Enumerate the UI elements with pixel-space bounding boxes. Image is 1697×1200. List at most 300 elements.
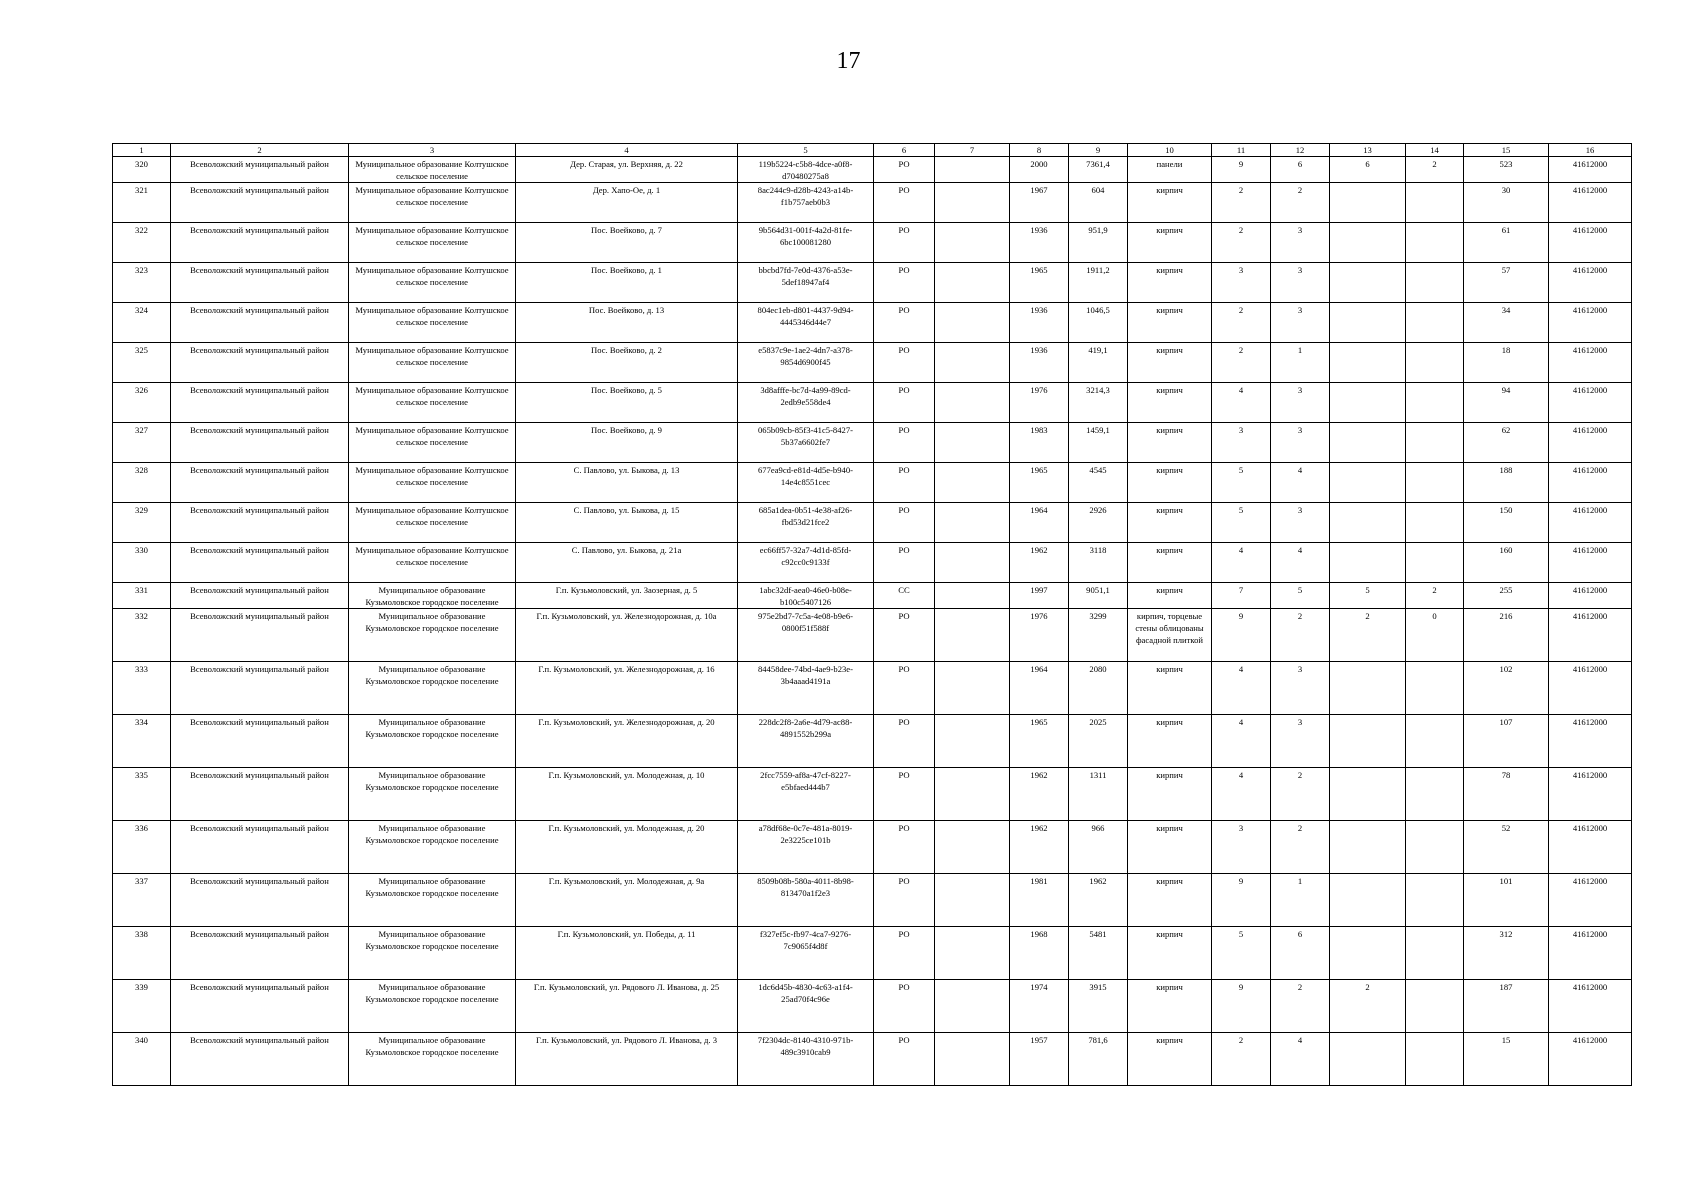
municipality-cell: Муниципальное образование Колтушское сельское поселение xyxy=(349,263,516,303)
row-number: 339 xyxy=(113,980,171,1033)
year-cell: 1983 xyxy=(1010,423,1069,463)
floors-cell: 3 xyxy=(1212,423,1271,463)
col14-cell xyxy=(1406,662,1464,715)
guid-cell: 975e2bd7-7c5a-4e08-b9e6-0800f51f588f xyxy=(738,609,874,662)
col13-cell xyxy=(1330,183,1406,223)
address-cell: Пос. Воейково, д. 9 xyxy=(516,423,738,463)
address-cell: Пос. Воейково, д. 2 xyxy=(516,343,738,383)
table-row xyxy=(113,768,1632,821)
year-cell: 1936 xyxy=(1010,223,1069,263)
floors-cell: 9 xyxy=(1212,609,1271,662)
status-cell: РО xyxy=(874,927,935,980)
guid-cell: 065b09cb-85f3-41c5-8427-5b37a6602fe7 xyxy=(738,423,874,463)
area-cell: 2080 xyxy=(1069,662,1128,715)
guid-cell: 8509b08b-580a-4011-8b98-813470a1f2e3 xyxy=(738,874,874,927)
col15-cell: 107 xyxy=(1464,715,1549,768)
district-cell: Всеволожский муниципальный район xyxy=(171,463,349,503)
col14-cell xyxy=(1406,183,1464,223)
wall-material-cell: кирпич xyxy=(1128,503,1212,543)
col14-cell xyxy=(1406,423,1464,463)
col14-cell xyxy=(1406,980,1464,1033)
area-cell: 2926 xyxy=(1069,503,1128,543)
table-row xyxy=(113,157,1632,183)
year-cell: 1965 xyxy=(1010,263,1069,303)
row-number: 320 xyxy=(113,157,171,183)
area-cell: 604 xyxy=(1069,183,1128,223)
guid-cell: f327ef5c-fb97-4ca7-9276-7c9065f4d8f xyxy=(738,927,874,980)
area-cell: 7361,4 xyxy=(1069,157,1128,183)
column-header: 12 xyxy=(1271,144,1330,157)
wall-material-cell: кирпич xyxy=(1128,463,1212,503)
year-cell: 1981 xyxy=(1010,874,1069,927)
col12-cell: 3 xyxy=(1271,303,1330,343)
col14-cell xyxy=(1406,263,1464,303)
col12-cell: 2 xyxy=(1271,980,1330,1033)
col14-cell xyxy=(1406,223,1464,263)
year-cell: 1976 xyxy=(1010,383,1069,423)
status-cell: РО xyxy=(874,223,935,263)
year-cell: 1962 xyxy=(1010,768,1069,821)
row-number: 333 xyxy=(113,662,171,715)
address-cell: Пос. Воейково, д. 13 xyxy=(516,303,738,343)
col12-cell: 3 xyxy=(1271,383,1330,423)
oktmo-cell: 41612000 xyxy=(1549,768,1632,821)
year-cell: 1964 xyxy=(1010,662,1069,715)
table-row xyxy=(113,343,1632,383)
row-number: 322 xyxy=(113,223,171,263)
row-number: 323 xyxy=(113,263,171,303)
col14-cell xyxy=(1406,343,1464,383)
col15-cell: 312 xyxy=(1464,927,1549,980)
wall-material-cell: кирпич xyxy=(1128,543,1212,583)
oktmo-cell: 41612000 xyxy=(1549,223,1632,263)
address-cell: Г.п. Кузьмоловский, ул. Молодежная, д. 20 xyxy=(516,821,738,874)
district-cell: Всеволожский муниципальный район xyxy=(171,1033,349,1086)
col12-cell: 3 xyxy=(1271,715,1330,768)
col12-cell: 3 xyxy=(1271,263,1330,303)
municipality-cell: Муниципальное образование Колтушское сельское поселение xyxy=(349,343,516,383)
col14-cell xyxy=(1406,383,1464,423)
status-cell: РО xyxy=(874,874,935,927)
col7-cell xyxy=(935,383,1010,423)
table-row xyxy=(113,715,1632,768)
guid-cell: 119b5224-c5b8-4dce-a0f8-d70480275a8 xyxy=(738,157,874,183)
address-cell: Пос. Воейково, д. 1 xyxy=(516,263,738,303)
oktmo-cell: 41612000 xyxy=(1549,821,1632,874)
status-cell: РО xyxy=(874,157,935,183)
wall-material-cell: кирпич xyxy=(1128,927,1212,980)
address-cell: Дер. Старая, ул. Верхняя, д. 22 xyxy=(516,157,738,183)
col15-cell: 187 xyxy=(1464,980,1549,1033)
col13-cell xyxy=(1330,383,1406,423)
area-cell: 1962 xyxy=(1069,874,1128,927)
municipality-cell: Муниципальное образование Кузьмоловское городское поселение xyxy=(349,609,516,662)
oktmo-cell: 41612000 xyxy=(1549,183,1632,223)
col15-cell: 52 xyxy=(1464,821,1549,874)
municipality-cell: Муниципальное образование Колтушское сельское поселение xyxy=(349,383,516,423)
col7-cell xyxy=(935,463,1010,503)
year-cell: 1965 xyxy=(1010,715,1069,768)
year-cell: 1968 xyxy=(1010,927,1069,980)
area-cell: 9051,1 xyxy=(1069,583,1128,609)
col15-cell: 216 xyxy=(1464,609,1549,662)
col13-cell xyxy=(1330,303,1406,343)
area-cell: 2025 xyxy=(1069,715,1128,768)
floors-cell: 4 xyxy=(1212,543,1271,583)
status-cell: РО xyxy=(874,821,935,874)
col15-cell: 57 xyxy=(1464,263,1549,303)
col13-cell xyxy=(1330,263,1406,303)
district-cell: Всеволожский муниципальный район xyxy=(171,183,349,223)
table-row xyxy=(113,662,1632,715)
col12-cell: 1 xyxy=(1271,343,1330,383)
col12-cell: 2 xyxy=(1271,183,1330,223)
col14-cell xyxy=(1406,543,1464,583)
page-number: 17 xyxy=(836,48,861,74)
row-number: 326 xyxy=(113,383,171,423)
table-row xyxy=(113,223,1632,263)
floors-cell: 2 xyxy=(1212,223,1271,263)
column-header: 14 xyxy=(1406,144,1464,157)
col13-cell xyxy=(1330,343,1406,383)
column-header: 7 xyxy=(935,144,1010,157)
column-header: 1 xyxy=(113,144,171,157)
col7-cell xyxy=(935,503,1010,543)
table-row xyxy=(113,423,1632,463)
floors-cell: 5 xyxy=(1212,927,1271,980)
col15-cell: 15 xyxy=(1464,1033,1549,1086)
municipality-cell: Муниципальное образование Кузьмоловское городское поселение xyxy=(349,768,516,821)
district-cell: Всеволожский муниципальный район xyxy=(171,263,349,303)
district-cell: Всеволожский муниципальный район xyxy=(171,874,349,927)
table-row xyxy=(113,583,1632,609)
col12-cell: 3 xyxy=(1271,503,1330,543)
municipality-cell: Муниципальное образование Кузьмоловское городское поселение xyxy=(349,927,516,980)
guid-cell: a78df68e-0c7e-481a-8019-2e3225ce101b xyxy=(738,821,874,874)
row-number: 329 xyxy=(113,503,171,543)
row-number: 335 xyxy=(113,768,171,821)
area-cell: 419,1 xyxy=(1069,343,1128,383)
area-cell: 1311 xyxy=(1069,768,1128,821)
address-cell: Г.п. Кузьмоловский, ул. Железнодорожная, д. 16 xyxy=(516,662,738,715)
col13-cell xyxy=(1330,503,1406,543)
municipality-cell: Муниципальное образование Колтушское сельское поселение xyxy=(349,503,516,543)
guid-cell: e5837c9e-1ae2-4dn7-a378-9854d6900f45 xyxy=(738,343,874,383)
col13-cell xyxy=(1330,768,1406,821)
status-cell: РО xyxy=(874,423,935,463)
col15-cell: 62 xyxy=(1464,423,1549,463)
floors-cell: 7 xyxy=(1212,583,1271,609)
district-cell: Всеволожский муниципальный район xyxy=(171,383,349,423)
district-cell: Всеволожский муниципальный район xyxy=(171,609,349,662)
guid-cell: 228dc2f8-2a6e-4d79-ac88-4891552b299a xyxy=(738,715,874,768)
column-header: 11 xyxy=(1212,144,1271,157)
col14-cell: 0 xyxy=(1406,609,1464,662)
address-cell: Г.п. Кузьмоловский, ул. Молодежная, д. 10 xyxy=(516,768,738,821)
col12-cell: 3 xyxy=(1271,423,1330,463)
year-cell: 1976 xyxy=(1010,609,1069,662)
col12-cell: 4 xyxy=(1271,463,1330,503)
guid-cell: 84458dee-74bd-4ae9-b23e-3b4aaad4191a xyxy=(738,662,874,715)
year-cell: 1964 xyxy=(1010,503,1069,543)
table-row xyxy=(113,927,1632,980)
col13-cell: 5 xyxy=(1330,583,1406,609)
col13-cell: 2 xyxy=(1330,980,1406,1033)
municipality-cell: Муниципальное образование Колтушское сельское поселение xyxy=(349,423,516,463)
municipality-cell: Муниципальное образование Колтушское сельское поселение xyxy=(349,183,516,223)
year-cell: 1974 xyxy=(1010,980,1069,1033)
year-cell: 2000 xyxy=(1010,157,1069,183)
district-cell: Всеволожский муниципальный район xyxy=(171,980,349,1033)
address-cell: Г.п. Кузьмоловский, ул. Молодежная, д. 9а xyxy=(516,874,738,927)
floors-cell: 9 xyxy=(1212,157,1271,183)
area-cell: 951,9 xyxy=(1069,223,1128,263)
wall-material-cell: кирпич xyxy=(1128,662,1212,715)
area-cell: 3118 xyxy=(1069,543,1128,583)
col7-cell xyxy=(935,821,1010,874)
oktmo-cell: 41612000 xyxy=(1549,543,1632,583)
area-cell: 1911,2 xyxy=(1069,263,1128,303)
col15-cell: 102 xyxy=(1464,662,1549,715)
municipality-cell: Муниципальное образование Колтушское сельское поселение xyxy=(349,303,516,343)
row-number: 327 xyxy=(113,423,171,463)
col7-cell xyxy=(935,874,1010,927)
oktmo-cell: 41612000 xyxy=(1549,463,1632,503)
guid-cell: bbcbd7fd-7e0d-4376-a53e-5def18947af4 xyxy=(738,263,874,303)
oktmo-cell: 41612000 xyxy=(1549,383,1632,423)
district-cell: Всеволожский муниципальный район xyxy=(171,303,349,343)
column-header: 13 xyxy=(1330,144,1406,157)
wall-material-cell: кирпич xyxy=(1128,821,1212,874)
address-cell: Г.п. Кузьмоловский, ул. Рядового Л. Иванова, д. 3 xyxy=(516,1033,738,1086)
col15-cell: 188 xyxy=(1464,463,1549,503)
floors-cell: 2 xyxy=(1212,343,1271,383)
column-header: 6 xyxy=(874,144,935,157)
status-cell: РО xyxy=(874,383,935,423)
status-cell: РО xyxy=(874,662,935,715)
col12-cell: 3 xyxy=(1271,662,1330,715)
municipality-cell: Муниципальное образование Колтушское сельское поселение xyxy=(349,223,516,263)
col13-cell xyxy=(1330,223,1406,263)
status-cell: РО xyxy=(874,503,935,543)
col7-cell xyxy=(935,662,1010,715)
address-cell: Г.п. Кузьмоловский, ул. Победы, д. 11 xyxy=(516,927,738,980)
address-cell: Г.п. Кузьмоловский, ул. Заозерная, д. 5 xyxy=(516,583,738,609)
area-cell: 1459,1 xyxy=(1069,423,1128,463)
oktmo-cell: 41612000 xyxy=(1549,715,1632,768)
oktmo-cell: 41612000 xyxy=(1549,157,1632,183)
row-number: 337 xyxy=(113,874,171,927)
municipality-cell: Муниципальное образование Кузьмоловское городское поселение xyxy=(349,662,516,715)
address-cell: С. Павлово, ул. Быкова, д. 15 xyxy=(516,503,738,543)
floors-cell: 3 xyxy=(1212,263,1271,303)
col12-cell: 6 xyxy=(1271,927,1330,980)
status-cell: РО xyxy=(874,609,935,662)
district-cell: Всеволожский муниципальный район xyxy=(171,662,349,715)
housing-register-table xyxy=(112,143,1632,1086)
year-cell: 1936 xyxy=(1010,343,1069,383)
col13-cell: 2 xyxy=(1330,609,1406,662)
guid-cell: 9b564d31-001f-4a2d-81fe-6bc100081280 xyxy=(738,223,874,263)
municipality-cell: Муниципальное образование Кузьмоловское городское поселение xyxy=(349,821,516,874)
address-cell: Г.п. Кузьмоловский, ул. Железнодорожная, д. 20 xyxy=(516,715,738,768)
guid-cell: 1abc32df-aea0-46e0-b08e-b100c5407126 xyxy=(738,583,874,609)
year-cell: 1962 xyxy=(1010,543,1069,583)
table-row xyxy=(113,1033,1632,1086)
column-header: 10 xyxy=(1128,144,1212,157)
address-cell: С. Павлово, ул. Быкова, д. 21а xyxy=(516,543,738,583)
col14-cell: 2 xyxy=(1406,583,1464,609)
guid-cell: 8ac244c9-d28b-4243-a14b-f1b757aeb0b3 xyxy=(738,183,874,223)
district-cell: Всеволожский муниципальный район xyxy=(171,423,349,463)
guid-cell: 2fcc7559-af8a-47cf-8227-e5bfaed444b7 xyxy=(738,768,874,821)
floors-cell: 2 xyxy=(1212,1033,1271,1086)
district-cell: Всеволожский муниципальный район xyxy=(171,715,349,768)
col15-cell: 101 xyxy=(1464,874,1549,927)
row-number: 334 xyxy=(113,715,171,768)
col7-cell xyxy=(935,609,1010,662)
guid-cell: ec66ff57-32a7-4d1d-85fd-c92cc0c9133f xyxy=(738,543,874,583)
oktmo-cell: 41612000 xyxy=(1549,263,1632,303)
floors-cell: 5 xyxy=(1212,503,1271,543)
col7-cell xyxy=(935,927,1010,980)
col7-cell xyxy=(935,583,1010,609)
guid-cell: 677ea9cd-e81d-4d5e-b940-14e4c8551cec xyxy=(738,463,874,503)
col7-cell xyxy=(935,768,1010,821)
table-row xyxy=(113,503,1632,543)
floors-cell: 3 xyxy=(1212,821,1271,874)
area-cell: 4545 xyxy=(1069,463,1128,503)
row-number: 324 xyxy=(113,303,171,343)
col7-cell xyxy=(935,1033,1010,1086)
col12-cell: 2 xyxy=(1271,821,1330,874)
address-cell: Г.п. Кузьмоловский, ул. Железнодорожная, д. 10а xyxy=(516,609,738,662)
municipality-cell: Муниципальное образование Колтушское сельское поселение xyxy=(349,463,516,503)
table-row xyxy=(113,463,1632,503)
status-cell: РО xyxy=(874,768,935,821)
col14-cell: 2 xyxy=(1406,157,1464,183)
col14-cell xyxy=(1406,1033,1464,1086)
address-cell: Пос. Воейково, д. 7 xyxy=(516,223,738,263)
status-cell: РО xyxy=(874,980,935,1033)
col14-cell xyxy=(1406,927,1464,980)
district-cell: Всеволожский муниципальный район xyxy=(171,223,349,263)
area-cell: 781,6 xyxy=(1069,1033,1128,1086)
year-cell: 1936 xyxy=(1010,303,1069,343)
address-cell: Пос. Воейково, д. 5 xyxy=(516,383,738,423)
col7-cell xyxy=(935,183,1010,223)
col14-cell xyxy=(1406,463,1464,503)
wall-material-cell: кирпич xyxy=(1128,343,1212,383)
year-cell: 1997 xyxy=(1010,583,1069,609)
table-row xyxy=(113,980,1632,1033)
col7-cell xyxy=(935,303,1010,343)
wall-material-cell: кирпич xyxy=(1128,423,1212,463)
oktmo-cell: 41612000 xyxy=(1549,503,1632,543)
row-number: 338 xyxy=(113,927,171,980)
col7-cell xyxy=(935,543,1010,583)
col14-cell xyxy=(1406,768,1464,821)
municipality-cell: Муниципальное образование Кузьмоловское городское поселение xyxy=(349,583,516,609)
municipality-cell: Муниципальное образование Кузьмоловское городское поселение xyxy=(349,1033,516,1086)
floors-cell: 2 xyxy=(1212,183,1271,223)
district-cell: Всеволожский муниципальный район xyxy=(171,543,349,583)
address-cell: Г.п. Кузьмоловский, ул. Рядового Л. Иванова, д. 25 xyxy=(516,980,738,1033)
status-cell: РО xyxy=(874,715,935,768)
district-cell: Всеволожский муниципальный район xyxy=(171,821,349,874)
col7-cell xyxy=(935,715,1010,768)
guid-cell: 7f2304dc-8140-4310-971b-489c3910cab9 xyxy=(738,1033,874,1086)
table-row xyxy=(113,821,1632,874)
col13-cell xyxy=(1330,662,1406,715)
col14-cell xyxy=(1406,874,1464,927)
year-cell: 1962 xyxy=(1010,821,1069,874)
table-row xyxy=(113,183,1632,223)
area-cell: 3214,3 xyxy=(1069,383,1128,423)
guid-cell: 685a1dea-0b51-4e38-af26-fbd53d21fce2 xyxy=(738,503,874,543)
status-cell: РО xyxy=(874,183,935,223)
status-cell: РО xyxy=(874,463,935,503)
row-number: 325 xyxy=(113,343,171,383)
guid-cell: 3d8afffe-bc7d-4a99-89cd-2edb9e558de4 xyxy=(738,383,874,423)
floors-cell: 4 xyxy=(1212,383,1271,423)
col12-cell: 4 xyxy=(1271,1033,1330,1086)
wall-material-cell: кирпич xyxy=(1128,1033,1212,1086)
status-cell: РО xyxy=(874,263,935,303)
col12-cell: 6 xyxy=(1271,157,1330,183)
wall-material-cell: кирпич xyxy=(1128,183,1212,223)
col15-cell: 34 xyxy=(1464,303,1549,343)
col12-cell: 2 xyxy=(1271,609,1330,662)
status-cell: РО xyxy=(874,1033,935,1086)
oktmo-cell: 41612000 xyxy=(1549,343,1632,383)
row-number: 328 xyxy=(113,463,171,503)
wall-material-cell: кирпич xyxy=(1128,768,1212,821)
floors-cell: 5 xyxy=(1212,463,1271,503)
floors-cell: 9 xyxy=(1212,874,1271,927)
district-cell: Всеволожский муниципальный район xyxy=(171,157,349,183)
wall-material-cell: кирпич xyxy=(1128,383,1212,423)
row-number: 340 xyxy=(113,1033,171,1086)
col12-cell: 5 xyxy=(1271,583,1330,609)
column-header: 16 xyxy=(1549,144,1632,157)
district-cell: Всеволожский муниципальный район xyxy=(171,343,349,383)
year-cell: 1967 xyxy=(1010,183,1069,223)
col14-cell xyxy=(1406,821,1464,874)
wall-material-cell: панели xyxy=(1128,157,1212,183)
col13-cell xyxy=(1330,927,1406,980)
wall-material-cell: кирпич xyxy=(1128,980,1212,1033)
col7-cell xyxy=(935,980,1010,1033)
row-number: 332 xyxy=(113,609,171,662)
area-cell: 966 xyxy=(1069,821,1128,874)
col15-cell: 150 xyxy=(1464,503,1549,543)
row-number: 331 xyxy=(113,583,171,609)
oktmo-cell: 41612000 xyxy=(1549,927,1632,980)
floors-cell: 2 xyxy=(1212,303,1271,343)
oktmo-cell: 41612000 xyxy=(1549,1033,1632,1086)
column-header: 8 xyxy=(1010,144,1069,157)
col7-cell xyxy=(935,423,1010,463)
floors-cell: 4 xyxy=(1212,768,1271,821)
area-cell: 5481 xyxy=(1069,927,1128,980)
col7-cell xyxy=(935,223,1010,263)
col15-cell: 94 xyxy=(1464,383,1549,423)
guid-cell: 804ec1eb-d801-4437-9d94-4445346d44e7 xyxy=(738,303,874,343)
wall-material-cell: кирпич xyxy=(1128,303,1212,343)
district-cell: Всеволожский муниципальный район xyxy=(171,927,349,980)
municipality-cell: Муниципальное образование Кузьмоловское городское поселение xyxy=(349,980,516,1033)
